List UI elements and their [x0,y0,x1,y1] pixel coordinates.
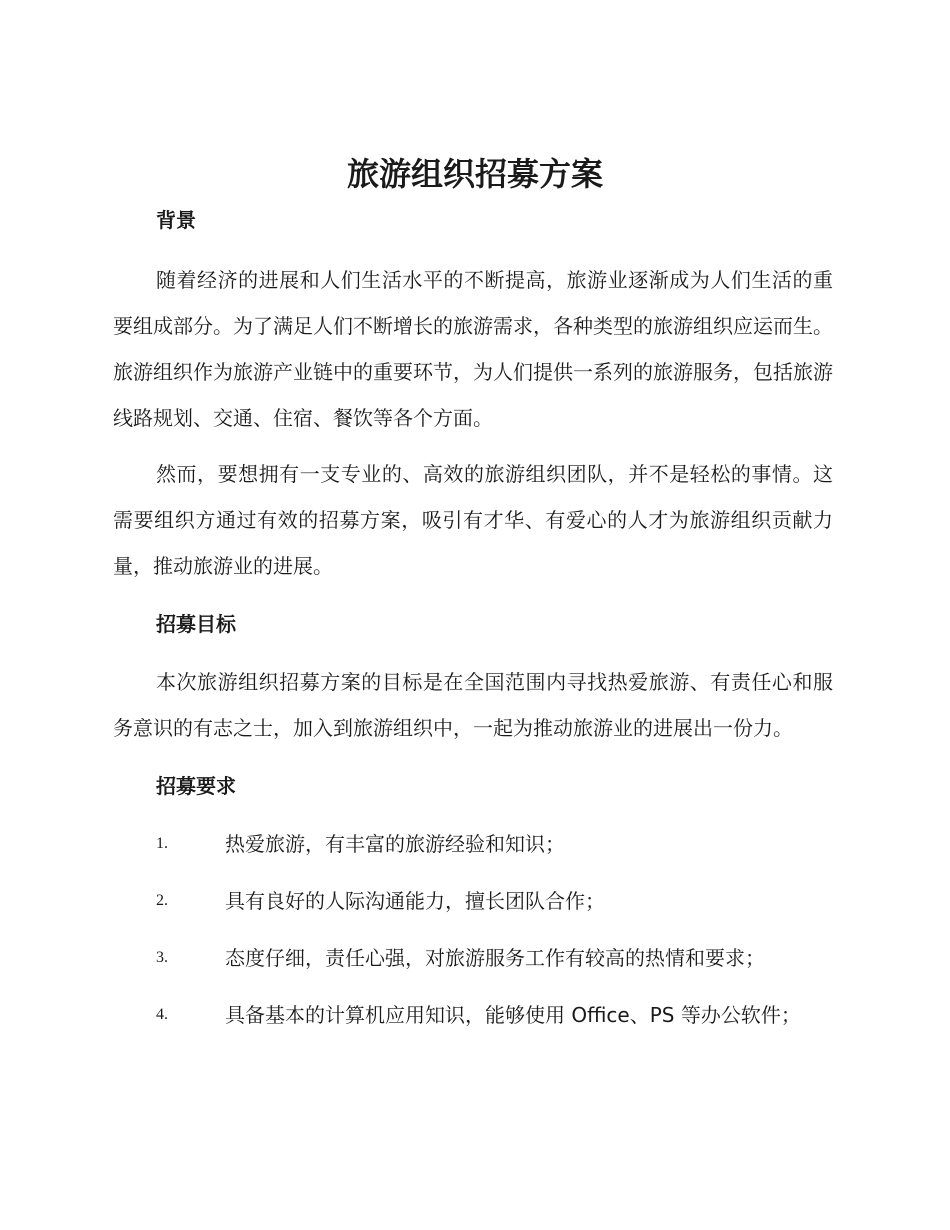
section-background [113,205,833,589]
list-text: 热爱旅游，有丰富的旅游经验和知识； [225,832,565,856]
list-item [113,878,833,924]
list-item [113,821,833,867]
section-heading: 招募要求 [156,774,236,798]
list-number: 2. [156,892,168,909]
document-body [113,205,833,1038]
section-heading: 招募目标 [156,612,236,636]
paragraph: 然而，要想拥有一支专业的、高效的旅游组织团队，并不是轻松的事情。这需要组织方通过有效的招募方案，吸引有才华、有爱心的人才为旅游组织贡献力量，推动旅游业的进展。 [113,462,833,578]
list-number: 4. [156,1006,168,1023]
document-title: 旅游组织招募方案 [346,155,603,193]
section-requirements [113,771,833,1038]
list-item [113,935,833,981]
paragraph: 本次旅游组织招募方案的目标是在全国范围内寻找热爱旅游、有责任心和服务意识的有志之士，加入到旅游组织中，一起为推动旅游业的进展出一份力。 [113,670,833,740]
list-text: 态度仔细，责任心强，对旅游服务工作有较高的热情和要求； [225,946,765,970]
section-heading: 背景 [156,208,196,232]
list-text: 具备基本的计算机应用知识，能够使用 Office、PS 等办公软件； [225,1003,801,1027]
paragraph: 随着经济的进展和人们生活水平的不断提高，旅游业逐渐成为人们生活的重要组成部分。为了满足人们不断增长的旅游需求，各种类型的旅游组织应运而生。旅游组织作为旅游产业链中的重要环节，为人们提供一系列的旅游服务，包括旅游线路规划、交通、住宿、餐饮等各个方面。 [113,268,833,430]
list-item [113,992,833,1038]
list-number: 3. [156,949,168,966]
list-number: 1. [156,835,168,852]
list-text: 具有良好的人际沟通能力，擅长团队合作； [225,889,605,913]
section-goal [113,609,833,751]
